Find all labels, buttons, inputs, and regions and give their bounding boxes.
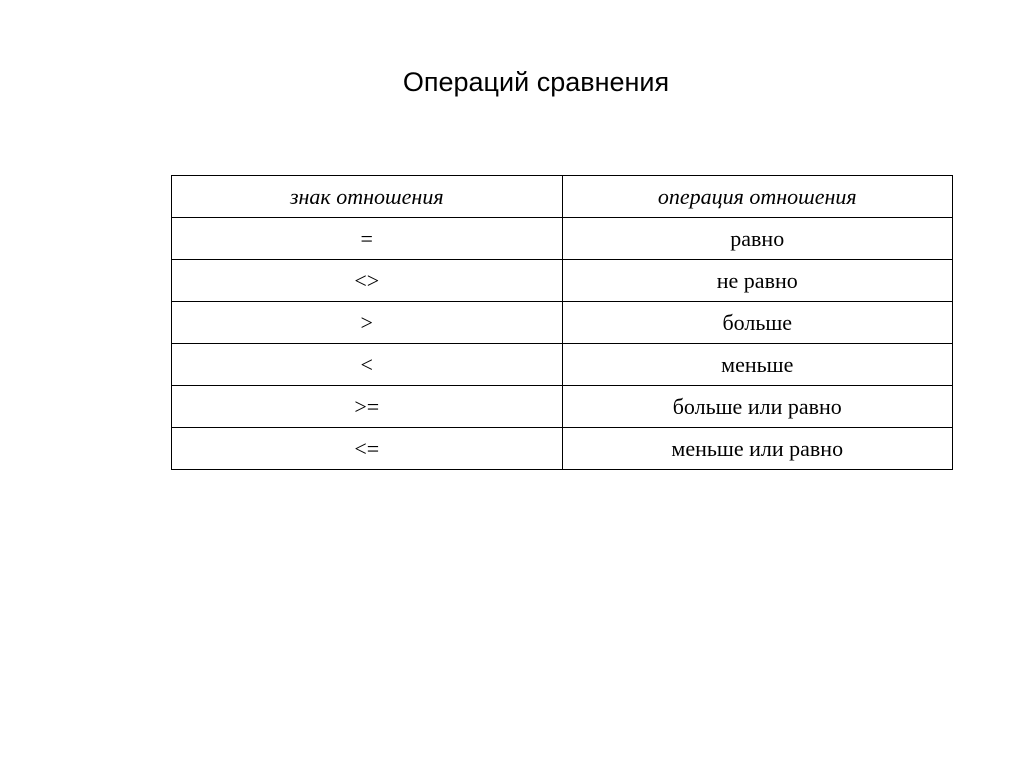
operator-sign-cell: <= xyxy=(172,428,563,470)
comparison-operators-table xyxy=(171,175,953,470)
header-sign: знак отношения xyxy=(172,176,563,218)
operator-name-cell: больше или равно xyxy=(562,386,953,428)
operator-sign-cell: = xyxy=(172,218,563,260)
operator-name-cell: больше xyxy=(562,302,953,344)
operator-name-cell: не равно xyxy=(562,260,953,302)
operator-name-cell: меньше xyxy=(562,344,953,386)
table-row xyxy=(172,428,953,470)
table-row xyxy=(172,386,953,428)
table-row xyxy=(172,218,953,260)
table-header-row xyxy=(172,176,953,218)
operator-sign-cell: < xyxy=(172,344,563,386)
table-row xyxy=(172,302,953,344)
operator-sign-cell: > xyxy=(172,302,563,344)
operator-name-cell: меньше или равно xyxy=(562,428,953,470)
table-row xyxy=(172,344,953,386)
table-row xyxy=(172,260,953,302)
slide-title: Операций сравнения xyxy=(402,67,670,97)
operator-name-cell: равно xyxy=(562,218,953,260)
header-operation: операция отношения xyxy=(562,176,953,218)
operator-sign-cell: >= xyxy=(172,386,563,428)
operator-sign-cell: <> xyxy=(172,260,563,302)
